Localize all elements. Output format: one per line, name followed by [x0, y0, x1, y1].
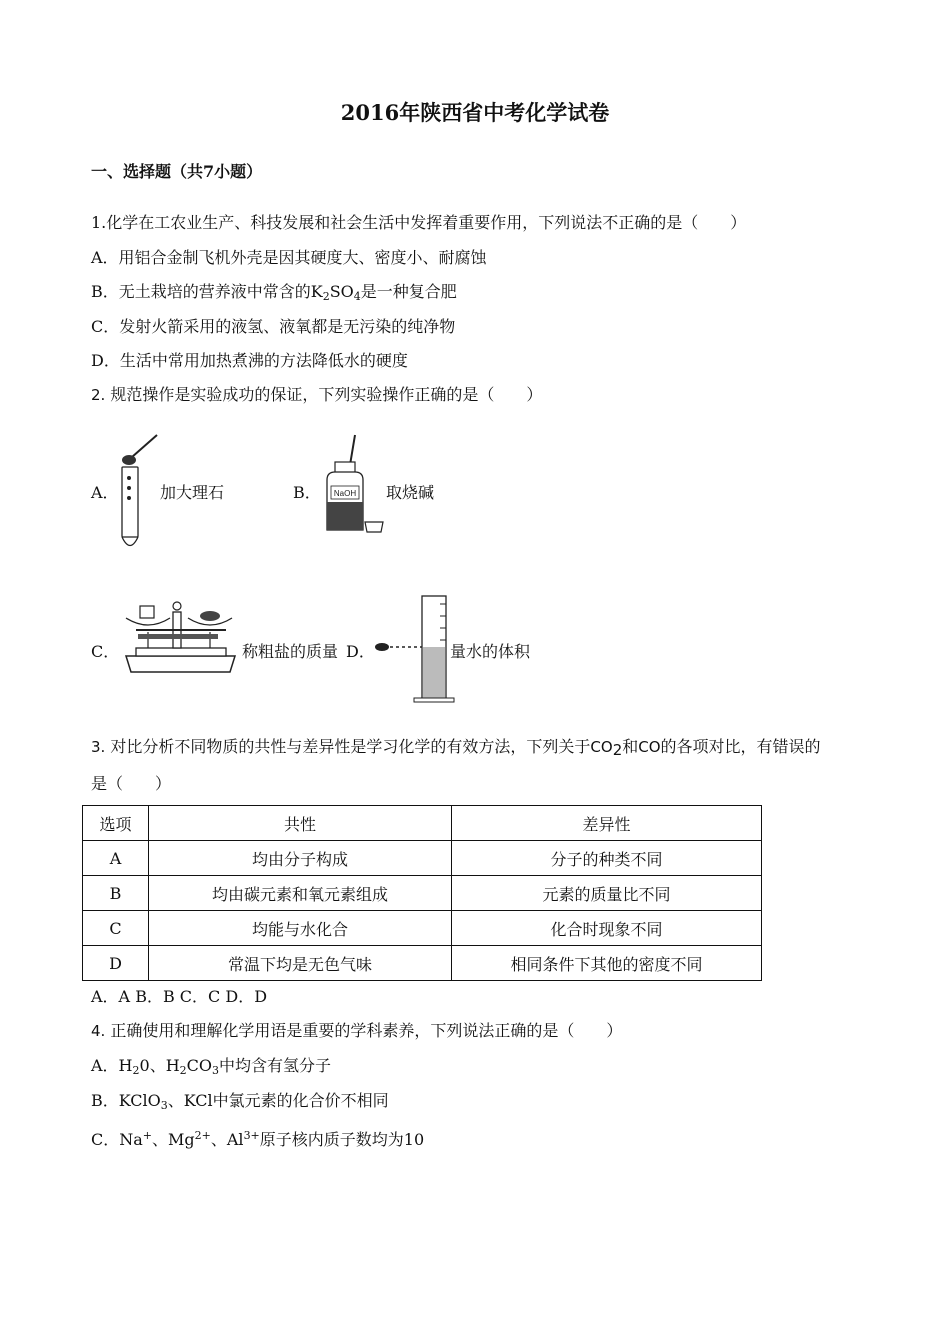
q1-b-text: SO: [329, 282, 354, 301]
q4-a-text: 中均含有氢分子: [219, 1056, 332, 1075]
q4-a-text: 0、H: [139, 1056, 180, 1075]
q1-b-text: B．无土栽培的营养液中常含的K: [91, 282, 323, 301]
table-cell: 相同条件下其他的密度不同: [452, 946, 762, 981]
q1-b-sub: 2: [322, 290, 330, 303]
q3-formula: CO: [590, 738, 613, 756]
q4-a-text: CO: [186, 1056, 213, 1075]
q4-b-text: B．KClO: [91, 1091, 161, 1110]
table-header: 共性: [149, 806, 452, 841]
q4-option-a: [91, 1055, 331, 1082]
table-cell: B: [83, 876, 149, 911]
q3-formula: CO: [638, 738, 661, 756]
q4-stem: [91, 1020, 622, 1042]
table-row: [83, 876, 762, 911]
q3-stem-text: 的各项对比，有错误的: [660, 737, 821, 756]
table-cell: 元素的质量比不同: [452, 876, 762, 911]
table-cell: 均由分子构成: [149, 841, 452, 876]
test-tube-spoon-figure: [112, 430, 162, 555]
balance-scale-figure: [118, 592, 243, 682]
q2-option-b-letter: B．: [293, 483, 321, 502]
q2-option-c-letter: C．: [91, 642, 120, 661]
q4-c-text: 、Mg: [152, 1130, 195, 1149]
table-row: [83, 946, 762, 981]
q1-b-sub: 4: [353, 290, 361, 303]
q4-a-sub: 2: [132, 1064, 140, 1077]
q4-number: 4.: [91, 1022, 106, 1040]
table-header: 选项: [83, 806, 149, 841]
table-cell: 均由碳元素和氧元素组成: [149, 876, 452, 911]
q4-c-text: 、Al: [210, 1130, 244, 1149]
reagent-bottle-figure: [315, 430, 390, 540]
q3-comparison-table: [82, 805, 762, 981]
graduated-cylinder-figure: [370, 592, 455, 707]
q2-option-d-text: 量水的体积: [450, 642, 531, 661]
section-heading: 一、选择题（共7小题）: [91, 162, 263, 181]
q4-option-c: [91, 1125, 424, 1151]
q4-c-sup: 3+: [243, 1129, 260, 1142]
q4-stem-text: 正确使用和理解化学用语是重要的学科素养，下列说法正确的是（ ）: [110, 1021, 623, 1040]
q2-option-c-text: 称粗盐的质量: [242, 642, 339, 661]
q3-stem: [91, 736, 821, 761]
q1-b-text: 是一种复合肥: [360, 282, 457, 301]
q2-option-d-letter: D．: [346, 642, 375, 661]
q4-a-sub: 3: [212, 1064, 220, 1077]
q3-stem-line2: 是（ ）: [91, 774, 172, 793]
q4-a-text: A．H: [91, 1056, 133, 1075]
q1-stem: 1.化学在工农业生产、科技发展和社会生活中发挥着重要作用，下列说法不正确的是（ ）: [91, 213, 747, 232]
table-cell: 均能与水化合: [149, 911, 452, 946]
table-cell: 分子的种类不同: [452, 841, 762, 876]
q3-answer-options: A．A B．B C．C D．D: [91, 987, 268, 1006]
q4-c-text: C．Na: [91, 1130, 143, 1149]
q4-b-text: 、KCl中氯元素的化合价不相同: [167, 1091, 389, 1110]
q4-c-sup: +: [142, 1129, 153, 1142]
q4-option-b: [91, 1090, 389, 1117]
q2-option-b-text: 取烧碱: [386, 483, 435, 502]
q3-number: 3.: [91, 738, 106, 756]
q2-number: 2.: [91, 386, 106, 404]
table-header-row: [83, 806, 762, 841]
table-cell: 常温下均是无色气味: [149, 946, 452, 981]
q2-stem-text: 规范操作是实验成功的保证，下列实验操作正确的是（ ）: [110, 385, 543, 404]
table-cell: 化合时现象不同: [452, 911, 762, 946]
q2-option-a-letter: A．: [91, 483, 119, 502]
q3-formula-sub: 2: [612, 741, 623, 759]
q2-stem: [91, 384, 542, 406]
table-cell: C: [83, 911, 149, 946]
table-row: [83, 911, 762, 946]
q1-option-a: A．用铝合金制飞机外壳是因其硬度大、密度小、耐腐蚀: [91, 248, 487, 267]
table-cell: A: [83, 841, 149, 876]
q4-c-text: 原子核内质子数均为10: [259, 1130, 425, 1149]
page-title: 2016年陕西省中考化学试卷: [340, 100, 610, 125]
q4-b-sub: 3: [160, 1099, 168, 1112]
q1-option-d: D．生活中常用加热煮沸的方法降低水的硬度: [91, 351, 408, 370]
q4-a-sub: 2: [179, 1064, 187, 1077]
bottle-label: NaOH: [333, 489, 357, 498]
table-header: 差异性: [452, 806, 762, 841]
q2-option-a-text: 加大理石: [160, 483, 225, 502]
table-row: [83, 841, 762, 876]
table-cell: D: [83, 946, 149, 981]
q4-c-sup: 2+: [194, 1129, 211, 1142]
q3-stem-text: 对比分析不同物质的共性与差异性是学习化学的有效方法，下列关于: [110, 737, 591, 756]
q1-option-c: C．发射火箭采用的液氢、液氧都是无污染的纯净物: [91, 317, 456, 336]
q3-stem-text: 和: [622, 737, 639, 756]
q1-option-b: [91, 281, 457, 308]
